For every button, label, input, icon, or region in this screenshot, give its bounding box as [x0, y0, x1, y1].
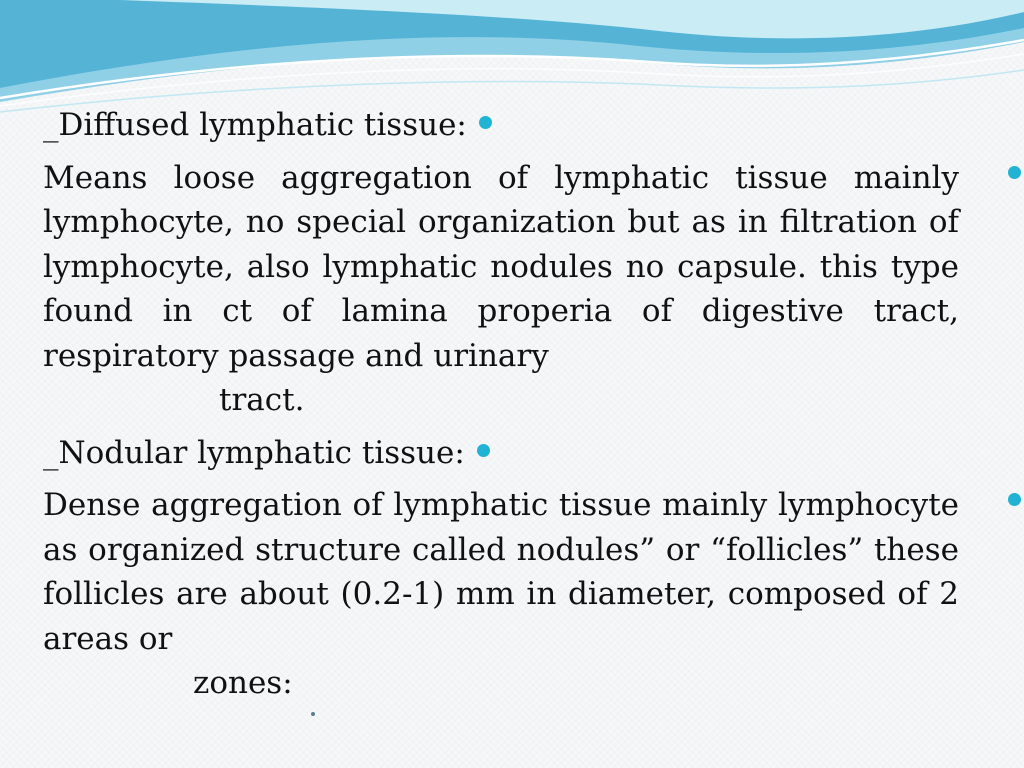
paragraph-diffused — [43, 156, 959, 423]
paragraph-nodular-text: Dense aggregation of lymphatic tissue mainly lymphocyte as organized structure called nodules” or “follicles” these follicles are about (0.2-1) mm in diameter, composed of 2 areas or — [43, 487, 959, 657]
paragraph-diffused-text: Means loose aggregation of lymphatic tissue mainly lymphocyte, no special organization but as in filtration of lymphocyte, also lymphatic nodules no capsule. this type found in ct of lamina properia of digestive tract, respiratory passage and urinary — [43, 159, 959, 374]
header-wave-decoration — [0, 0, 1024, 120]
bullet-dot-icon — [477, 444, 490, 457]
bullet-dot-icon — [1008, 493, 1021, 506]
heading-diffused — [43, 103, 959, 148]
heading-diffused-text: _Diffused lymphatic tissue: — [43, 107, 467, 143]
paragraph-nodular-last-word: zones: — [193, 665, 293, 701]
paragraph-diffused-last-word: tract. — [219, 382, 305, 418]
bullet-dot-icon — [479, 116, 492, 129]
stray-dot-decoration — [311, 712, 315, 716]
paragraph-nodular — [43, 483, 959, 706]
bullet-dot-icon — [1008, 166, 1021, 179]
heading-nodular-text: _Nodular lymphatic tissue: — [43, 434, 465, 471]
heading-nodular — [43, 431, 959, 476]
slide-body — [43, 103, 959, 706]
